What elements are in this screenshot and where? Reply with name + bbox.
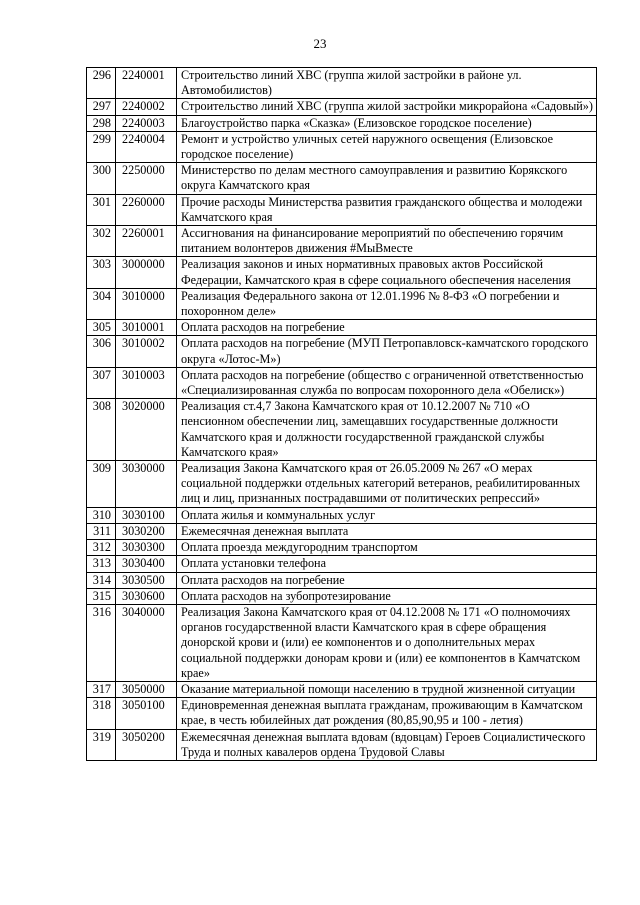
name-cell: Единовременная денежная выплата гражданам, проживающим в Камчатском крае, в честь юбилейных дат рождения (80,85,90,95 и 100 - летия) xyxy=(177,698,597,729)
code-cell: 3030600 xyxy=(116,588,177,604)
name-cell: Строительство линий ХВС (группа жилой застройки в районе ул. Автомобилистов) xyxy=(177,68,597,99)
name-cell: Ежемесячная денежная выплата xyxy=(177,523,597,539)
name-cell: Оплата расходов на погребение xyxy=(177,320,597,336)
name-cell: Ассигнования на финансирование мероприятий по обеспечению горячим питанием волонтеров движения #МыВместе xyxy=(177,226,597,257)
row-number-cell: 313 xyxy=(87,556,116,572)
code-cell: 2240001 xyxy=(116,68,177,99)
code-cell: 2240002 xyxy=(116,99,177,115)
table-body xyxy=(87,68,597,761)
row-number-cell: 305 xyxy=(87,320,116,336)
table-row xyxy=(87,288,597,319)
code-cell: 3030200 xyxy=(116,523,177,539)
table-row xyxy=(87,507,597,523)
table-row xyxy=(87,226,597,257)
name-cell: Оплата установки телефона xyxy=(177,556,597,572)
table-row xyxy=(87,68,597,99)
code-cell: 3040000 xyxy=(116,604,177,681)
row-number-cell: 319 xyxy=(87,729,116,760)
code-cell: 3030500 xyxy=(116,572,177,588)
row-number-cell: 312 xyxy=(87,540,116,556)
table-row xyxy=(87,320,597,336)
table-row xyxy=(87,540,597,556)
name-cell: Оплата расходов на зубопротезирование xyxy=(177,588,597,604)
table-row xyxy=(87,163,597,194)
row-number-cell: 304 xyxy=(87,288,116,319)
table-row xyxy=(87,698,597,729)
name-cell: Реализация законов и иных нормативных правовых актов Российской Федерации, Камчатского края в сфере социального обеспечения населения xyxy=(177,257,597,288)
code-cell: 3030100 xyxy=(116,507,177,523)
name-cell: Благоустройство парка «Сказка» (Елизовское городское поселение) xyxy=(177,115,597,131)
table-row xyxy=(87,399,597,461)
table-row xyxy=(87,336,597,367)
name-cell: Оплата жилья и коммунальных услуг xyxy=(177,507,597,523)
table-row xyxy=(87,367,597,398)
row-number-cell: 316 xyxy=(87,604,116,681)
row-number-cell: 307 xyxy=(87,367,116,398)
row-number-cell: 296 xyxy=(87,68,116,99)
code-cell: 3000000 xyxy=(116,257,177,288)
code-cell: 2240004 xyxy=(116,131,177,162)
code-cell: 3050000 xyxy=(116,681,177,697)
table-row xyxy=(87,99,597,115)
page-number: 23 xyxy=(313,36,327,51)
code-cell: 3050100 xyxy=(116,698,177,729)
table-row xyxy=(87,572,597,588)
row-number-cell: 318 xyxy=(87,698,116,729)
name-cell: Оплата расходов на погребение xyxy=(177,572,597,588)
code-cell: 3030300 xyxy=(116,540,177,556)
code-cell: 3010001 xyxy=(116,320,177,336)
row-number-cell: 315 xyxy=(87,588,116,604)
table-row xyxy=(87,523,597,539)
row-number-cell: 299 xyxy=(87,131,116,162)
name-cell: Реализация Федерального закона от 12.01.1996 № 8-ФЗ «О погребении и похоронном деле» xyxy=(177,288,597,319)
code-cell: 3020000 xyxy=(116,399,177,461)
name-cell: Строительство линий ХВС (группа жилой застройки микрорайона «Садовый») xyxy=(177,99,597,115)
code-cell: 2260001 xyxy=(116,226,177,257)
name-cell: Реализация Закона Камчатского края от 04.12.2008 № 171 «О полномочиях органов государственной власти Камчатского края в сфере обращения донорской крови и (или) ее компонентов и о дополнительных мерах социальной поддержки донорам крови и (или) ее компонентов в Камчатском крае» xyxy=(177,604,597,681)
row-number-cell: 311 xyxy=(87,523,116,539)
budget-codes-table xyxy=(86,67,597,761)
row-number-cell: 302 xyxy=(87,226,116,257)
name-cell: Оплата расходов на погребение (МУП Петропавловск-камчатского городского округа «Лотос-М») xyxy=(177,336,597,367)
row-number-cell: 306 xyxy=(87,336,116,367)
table-row xyxy=(87,681,597,697)
table-row xyxy=(87,257,597,288)
row-number-cell: 297 xyxy=(87,99,116,115)
table-row xyxy=(87,556,597,572)
table-row xyxy=(87,131,597,162)
table-row xyxy=(87,461,597,508)
code-cell: 3010003 xyxy=(116,367,177,398)
code-cell: 3050200 xyxy=(116,729,177,760)
code-cell: 2240003 xyxy=(116,115,177,131)
row-number-cell: 308 xyxy=(87,399,116,461)
table-row xyxy=(87,194,597,225)
code-cell: 2250000 xyxy=(116,163,177,194)
name-cell: Оплата проезда междугородним транспортом xyxy=(177,540,597,556)
row-number-cell: 298 xyxy=(87,115,116,131)
name-cell: Ежемесячная денежная выплата вдовам (вдовцам) Героев Социалистического Труда и полных кавалеров ордена Трудовой Славы xyxy=(177,729,597,760)
code-cell: 3010002 xyxy=(116,336,177,367)
name-cell: Реализация Закона Камчатского края от 26.05.2009 № 267 «О мерах социальной поддержки отдельных категорий ветеранов, реабилитированных лиц и лиц, признанных пострадавшими от политических репрессий» xyxy=(177,461,597,508)
name-cell: Оказание материальной помощи населению в трудной жизненной ситуации xyxy=(177,681,597,697)
row-number-cell: 310 xyxy=(87,507,116,523)
table-row xyxy=(87,115,597,131)
code-cell: 3010000 xyxy=(116,288,177,319)
row-number-cell: 309 xyxy=(87,461,116,508)
name-cell: Ремонт и устройство уличных сетей наружного освещения (Елизовское городское поселение) xyxy=(177,131,597,162)
name-cell: Оплата расходов на погребение (общество с ограниченной ответственностью «Специализированная служба по вопросам похоронного дела «Обелиск») xyxy=(177,367,597,398)
row-number-cell: 317 xyxy=(87,681,116,697)
name-cell: Прочие расходы Министерства развития гражданского общества и молодежи Камчатского края xyxy=(177,194,597,225)
table-row xyxy=(87,729,597,760)
table-row xyxy=(87,588,597,604)
code-cell: 2260000 xyxy=(116,194,177,225)
name-cell: Реализация ст.4,7 Закона Камчатского края от 10.12.2007 № 710 «О пенсионном обеспечении лиц, замещавших государственные должности Камчатского края и должности государственной гражданской службы Камчатского края» xyxy=(177,399,597,461)
code-cell: 3030000 xyxy=(116,461,177,508)
row-number-cell: 301 xyxy=(87,194,116,225)
row-number-cell: 314 xyxy=(87,572,116,588)
row-number-cell: 303 xyxy=(87,257,116,288)
code-cell: 3030400 xyxy=(116,556,177,572)
row-number-cell: 300 xyxy=(87,163,116,194)
table-row xyxy=(87,604,597,681)
name-cell: Министерство по делам местного самоуправления и развитию Корякского округа Камчатского края xyxy=(177,163,597,194)
